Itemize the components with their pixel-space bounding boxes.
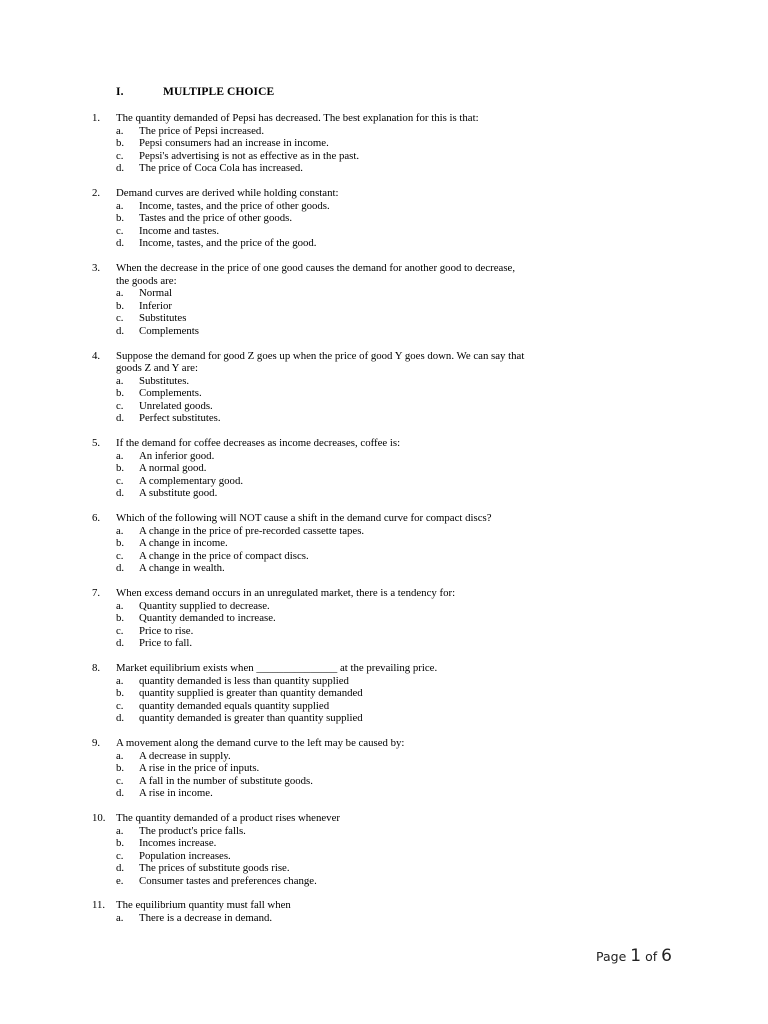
answer-options bbox=[0, 375, 768, 425]
answer-options bbox=[0, 125, 768, 175]
answer-option bbox=[0, 287, 768, 300]
option-text: Income and tastes. bbox=[139, 224, 220, 237]
option-letter: d. bbox=[116, 862, 125, 875]
question-stem bbox=[0, 350, 526, 375]
option-text: quantity demanded is less than quantity supplied bbox=[139, 674, 349, 687]
question-text: Which of the following will NOT cause a shift in the demand curve for compact discs? bbox=[116, 512, 492, 525]
option-text: Quantity demanded to increase. bbox=[139, 612, 276, 625]
question-item bbox=[0, 187, 768, 250]
answer-options bbox=[0, 912, 768, 925]
option-text: Complements bbox=[139, 324, 199, 337]
answer-option bbox=[0, 150, 768, 163]
option-letter: c. bbox=[116, 474, 124, 487]
answer-options bbox=[0, 600, 768, 650]
answer-option bbox=[0, 450, 768, 463]
answer-option bbox=[0, 125, 768, 138]
question-list bbox=[0, 112, 768, 937]
option-text: A rise in income. bbox=[139, 787, 213, 800]
option-text: Consumer tastes and preferences change. bbox=[139, 874, 317, 887]
option-text: The product's price falls. bbox=[139, 824, 246, 837]
option-text: A change in wealth. bbox=[139, 562, 225, 575]
option-letter: c. bbox=[116, 849, 124, 862]
answer-option bbox=[0, 875, 768, 888]
option-text: A substitute good. bbox=[139, 487, 218, 500]
answer-option bbox=[0, 700, 768, 713]
answer-options bbox=[0, 200, 768, 250]
question-stem bbox=[0, 662, 526, 675]
option-text: Population increases. bbox=[139, 849, 231, 862]
question-number: 7. bbox=[92, 587, 101, 599]
page-label: Page bbox=[596, 949, 627, 964]
page-footer bbox=[596, 946, 672, 966]
option-text: Income, tastes, and the price of the good. bbox=[139, 237, 317, 250]
option-text: Pepsi's advertising is not as effective as in the past. bbox=[139, 149, 360, 162]
answer-option bbox=[0, 400, 768, 413]
question-text: The quantity demanded of Pepsi has decreased. The best explanation for this is that: bbox=[116, 112, 479, 124]
answer-option bbox=[0, 537, 768, 550]
question-text: The quantity demanded of a product rises whenever bbox=[116, 811, 340, 824]
question-stem bbox=[0, 899, 526, 912]
question-stem bbox=[0, 812, 526, 825]
question-number: 1. bbox=[92, 112, 101, 124]
option-letter: a. bbox=[116, 374, 124, 387]
option-text: A decrease in supply. bbox=[139, 749, 231, 762]
answer-option bbox=[0, 762, 768, 775]
question-number: 10. bbox=[92, 811, 106, 824]
option-text: Income, tastes, and the price of other goods. bbox=[139, 199, 330, 212]
option-letter: d. bbox=[116, 487, 125, 500]
option-text: Substitutes bbox=[139, 312, 187, 325]
answer-option bbox=[0, 862, 768, 875]
question-text: If the demand for coffee decreases as income decreases, coffee is: bbox=[116, 437, 401, 450]
question-stem bbox=[0, 737, 526, 750]
answer-option bbox=[0, 837, 768, 850]
option-letter: c. bbox=[116, 699, 124, 712]
answer-options bbox=[0, 525, 768, 575]
answer-option bbox=[0, 750, 768, 763]
option-letter: d. bbox=[116, 412, 125, 425]
total-pages-number: 6 bbox=[661, 946, 672, 966]
option-text: A complementary good. bbox=[139, 474, 244, 487]
answer-option bbox=[0, 225, 768, 238]
question-text: Suppose the demand for good Z goes up when the price of good Y goes down. We can say that goods Z and Y are: bbox=[116, 349, 525, 375]
option-text: The prices of substitute goods rise. bbox=[139, 862, 290, 875]
answer-option bbox=[0, 325, 768, 338]
question-number: 9. bbox=[92, 736, 101, 749]
question-number: 8. bbox=[92, 661, 101, 674]
option-text: Normal bbox=[139, 287, 172, 300]
option-text: A normal good. bbox=[139, 462, 207, 475]
option-text: The price of Pepsi increased. bbox=[139, 124, 265, 137]
question-number: 6. bbox=[92, 512, 101, 525]
option-letter: a. bbox=[116, 749, 124, 762]
question-item bbox=[0, 662, 768, 725]
answer-option bbox=[0, 525, 768, 538]
option-letter: a. bbox=[116, 674, 124, 687]
answer-option bbox=[0, 600, 768, 613]
answer-option bbox=[0, 162, 768, 175]
option-letter: b. bbox=[116, 212, 125, 225]
option-letter: c. bbox=[116, 774, 124, 787]
option-text: Complements. bbox=[139, 387, 202, 400]
question-stem bbox=[0, 587, 526, 600]
question-number: 2. bbox=[92, 186, 101, 199]
question-stem bbox=[0, 187, 526, 200]
option-letter: c. bbox=[116, 312, 124, 325]
question-item bbox=[0, 350, 768, 426]
option-letter: b. bbox=[116, 837, 125, 850]
option-text: A change in the price of pre-recorded cassette tapes. bbox=[139, 524, 365, 537]
answer-option bbox=[0, 475, 768, 488]
section-title: MULTIPLE CHOICE bbox=[163, 86, 275, 98]
option-letter: d. bbox=[116, 787, 125, 800]
option-text: quantity supplied is greater than quantity demanded bbox=[139, 687, 363, 700]
answer-option bbox=[0, 137, 768, 150]
option-letter: a. bbox=[116, 287, 124, 300]
option-letter: b. bbox=[116, 299, 125, 312]
option-text: A rise in the price of inputs. bbox=[139, 762, 260, 775]
section-heading bbox=[116, 86, 274, 98]
option-text: An inferior good. bbox=[139, 449, 215, 462]
option-letter: a. bbox=[116, 124, 124, 137]
option-text: Price to fall. bbox=[139, 637, 193, 650]
question-item bbox=[0, 587, 768, 650]
option-letter: a. bbox=[116, 449, 124, 462]
answer-option bbox=[0, 237, 768, 250]
question-text: When the decrease in the price of one good causes the demand for another good to decrease, the goods are: bbox=[116, 261, 516, 287]
answer-option bbox=[0, 787, 768, 800]
answer-option bbox=[0, 312, 768, 325]
option-letter: d. bbox=[116, 324, 125, 337]
option-letter: d. bbox=[116, 562, 125, 575]
option-letter: e. bbox=[116, 874, 124, 887]
option-letter: b. bbox=[116, 137, 125, 150]
option-text: Perfect substitutes. bbox=[139, 412, 221, 425]
option-letter: d. bbox=[116, 637, 125, 650]
option-text: There is a decrease in demand. bbox=[139, 912, 273, 925]
option-text: Substitutes. bbox=[139, 374, 190, 387]
question-text: Market equilibrium exists when _______________ at the prevailing price. bbox=[116, 661, 438, 674]
option-letter: b. bbox=[116, 462, 125, 475]
answer-options bbox=[0, 675, 768, 725]
question-number: 3. bbox=[92, 261, 101, 274]
section-roman-numeral: I. bbox=[116, 86, 124, 98]
question-text: The equilibrium quantity must fall when bbox=[116, 899, 291, 912]
question-text: A movement along the demand curve to the left may be caused by: bbox=[116, 736, 405, 749]
option-text: Tastes and the price of other goods. bbox=[139, 212, 293, 225]
option-letter: d. bbox=[116, 162, 125, 175]
page-of-label: of bbox=[645, 949, 658, 964]
answer-option bbox=[0, 200, 768, 213]
option-text: Unrelated goods. bbox=[139, 399, 213, 412]
option-letter: d. bbox=[116, 712, 125, 725]
question-number: 4. bbox=[92, 349, 101, 362]
answer-option bbox=[0, 375, 768, 388]
question-item bbox=[0, 812, 768, 888]
question-text: When excess demand occurs in an unregulated market, there is a tendency for: bbox=[116, 587, 456, 599]
option-letter: d. bbox=[116, 237, 125, 250]
question-stem bbox=[0, 512, 526, 525]
option-text: A fall in the number of substitute goods. bbox=[139, 774, 313, 787]
current-page-number: 1 bbox=[630, 946, 642, 966]
option-letter: b. bbox=[116, 612, 125, 625]
question-item bbox=[0, 737, 768, 800]
option-letter: b. bbox=[116, 687, 125, 700]
answer-option bbox=[0, 675, 768, 688]
option-letter: b. bbox=[116, 762, 125, 775]
question-item bbox=[0, 112, 768, 175]
question-number: 5. bbox=[92, 437, 101, 450]
answer-option bbox=[0, 412, 768, 425]
answer-option bbox=[0, 212, 768, 225]
answer-option bbox=[0, 387, 768, 400]
option-letter: a. bbox=[116, 912, 124, 925]
option-letter: c. bbox=[116, 149, 124, 162]
option-text: A change in the price of compact discs. bbox=[139, 549, 309, 562]
option-text: Quantity supplied to decrease. bbox=[139, 599, 270, 612]
question-stem bbox=[0, 112, 526, 125]
option-letter: a. bbox=[116, 599, 124, 612]
answer-option bbox=[0, 612, 768, 625]
option-letter: a. bbox=[116, 524, 124, 537]
answer-option bbox=[0, 912, 768, 925]
question-item bbox=[0, 899, 768, 924]
option-letter: a. bbox=[116, 199, 124, 212]
answer-options bbox=[0, 450, 768, 500]
question-item bbox=[0, 262, 768, 338]
answer-options bbox=[0, 825, 768, 888]
option-letter: a. bbox=[116, 824, 124, 837]
option-letter: c. bbox=[116, 399, 124, 412]
option-text: A change in income. bbox=[139, 537, 228, 550]
option-text: The price of Coca Cola has increased. bbox=[139, 162, 303, 175]
answer-options bbox=[0, 287, 768, 337]
option-text: quantity demanded equals quantity supplied bbox=[139, 699, 330, 712]
answer-option bbox=[0, 712, 768, 725]
question-item bbox=[0, 512, 768, 575]
answer-option bbox=[0, 562, 768, 575]
question-item bbox=[0, 437, 768, 500]
answer-option bbox=[0, 850, 768, 863]
answer-option bbox=[0, 775, 768, 788]
option-text: Pepsi consumers had an increase in income. bbox=[139, 137, 329, 150]
option-letter: b. bbox=[116, 387, 125, 400]
option-letter: c. bbox=[116, 549, 124, 562]
option-text: quantity demanded is greater than quantity supplied bbox=[139, 712, 363, 725]
question-text: Demand curves are derived while holding constant: bbox=[116, 186, 339, 199]
answer-option bbox=[0, 637, 768, 650]
option-text: Inferior bbox=[139, 299, 172, 312]
question-number: 11. bbox=[92, 899, 106, 912]
answer-option bbox=[0, 550, 768, 563]
option-text: Price to rise. bbox=[139, 624, 194, 637]
question-stem bbox=[0, 437, 526, 450]
option-text: Incomes increase. bbox=[139, 837, 217, 850]
answer-option bbox=[0, 625, 768, 638]
option-letter: c. bbox=[116, 624, 124, 637]
answer-option bbox=[0, 687, 768, 700]
answer-option bbox=[0, 462, 768, 475]
option-letter: b. bbox=[116, 537, 125, 550]
answer-option bbox=[0, 825, 768, 838]
answer-option bbox=[0, 300, 768, 313]
question-stem bbox=[0, 262, 526, 287]
answer-options bbox=[0, 750, 768, 800]
option-letter: c. bbox=[116, 224, 124, 237]
answer-option bbox=[0, 487, 768, 500]
